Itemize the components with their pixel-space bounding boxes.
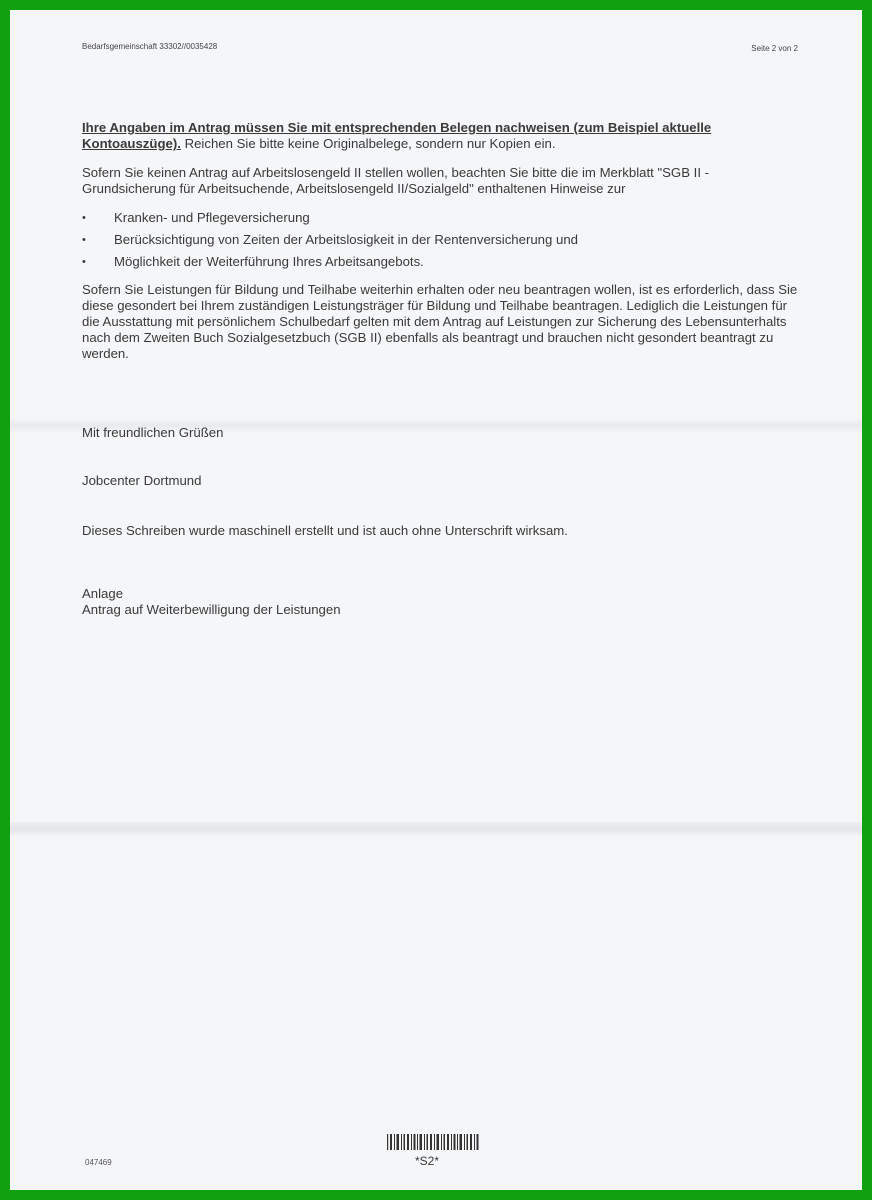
list-item: • Kranken- und Pflegeversicherung — [82, 210, 802, 226]
page-number: Seite 2 von 2 — [751, 44, 798, 53]
machine-notice: Dieses Schreiben wurde maschinell erstellt und ist auch ohne Unterschrift wirksam. — [82, 523, 568, 538]
list-item: • Möglichkeit der Weiterführung Ihres Arbeitsangebots. — [82, 254, 802, 270]
intro-emphasis: Ihre Angaben im Antrag müssen Sie mit entsprechenden Belegen nachweisen (zum Beispiel aktuelle Kontoauszüge). — [82, 120, 712, 151]
barcode-label: *S2* — [415, 1154, 440, 1168]
attachment-item: Antrag auf Weiterbewilligung der Leistungen — [82, 602, 341, 617]
list-item: • Berücksichtigung von Zeiten der Arbeitslosigkeit in der Rentenversicherung und — [82, 232, 802, 248]
attachment-label: Anlage — [82, 586, 124, 601]
barcode — [387, 1134, 479, 1150]
sender: Jobcenter Dortmund — [82, 473, 202, 488]
letter-page — [10, 10, 862, 1190]
paper-fold — [10, 822, 862, 836]
hinweise-list — [82, 210, 802, 270]
header-reference: Bedarfsgemeinschaft 33302//0035428 — [82, 42, 218, 51]
paragraph-hinweise: Sofern Sie keinen Antrag auf Arbeitslosengeld II stellen wollen, beachten Sie bitte die im Merkblatt "SGB II - Grundsicherung für Arbeitsuchende, Arbeitslosengeld II/Sozialgeld" enthaltenen Hinweise zur — [82, 165, 710, 196]
greeting: Mit freundlichen Grüßen — [82, 425, 224, 440]
letter-body — [82, 120, 802, 375]
intro-rest: Reichen Sie bitte keine Originalbelege, sondern nur Kopien ein. — [180, 136, 556, 151]
document-number: 047469 — [85, 1158, 112, 1167]
intro-paragraph — [82, 120, 802, 152]
paragraph-bildung-teilhabe: Sofern Sie Leistungen für Bildung und Teilhabe weiterhin erhalten oder neu beantragen wollen, ist es erforderlich, dass Sie diese gesondert bei Ihrem zuständigen Leistungsträger für Bildung und Teilhabe beantragen. Lediglich die Leistungen für die Ausstattung mit persönlichem Schulbedarf gelten mit dem Antrag auf Leistungen zur Sicherung des Lebensunterhalts nach dem Zweiten Buch Sozialgesetzbuch (SGB II) ebenfalls als beantragt und brauchen nicht gesondert beantragt zu werden. — [82, 282, 798, 361]
